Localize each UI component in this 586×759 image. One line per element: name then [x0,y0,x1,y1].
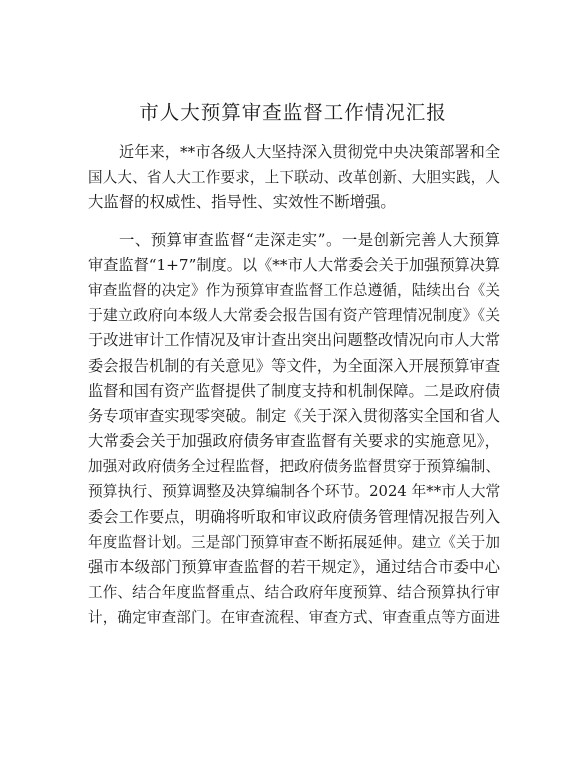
text-line: 年度监督计划。三是部门预算审查不断拓展延伸。建立《关于加 [88,533,500,551]
document-title: 市人大预算审查监督工作情况汇报 [139,101,447,124]
paragraph-gap [88,216,500,228]
text-line: 强市本级部门预算审查监督的若干规定》，通过结合市委中心 [88,558,500,576]
text-line: 审查监督的决定》作为预算审查监督工作总遵循，陆续出台《关 [88,281,500,299]
paragraph-section-one [88,228,500,631]
text-line: 预算执行、预算调整及决算编制各个环节。2024 年**市人大常 [88,483,500,501]
text-line: 委会报告机制的有关意见》等文件，为全面深入开展预算审查 [88,356,500,375]
text-line: 监督和国有资产监督提供了制度支持和机制保障。二是政府债 [88,381,500,400]
text-line: 务专项审查实现零突破。制定《关于深入贯彻落实全国和省人 [88,406,500,425]
text-line: 加强对政府债务全过程监督，把政府债务监督贯穿于预算编制、 [88,458,500,476]
document-body [88,140,500,631]
paragraph-intro [88,140,500,216]
text-line: 于改进审计工作情况及审计查出突出问题整改情况向市人大常 [88,331,500,350]
text-line: 大监督的权威性、指导性、实效性不断增强。 [88,193,396,212]
text-line: 工作、结合年度监督重点、结合政府年度预算、结合预算执行审 [88,584,500,602]
text-line: 审查监督“1+7”制度。以《**市人大常委会关于加强预算决算 [88,255,500,274]
text-line: 近年来，**市各级人大坚持深入贯彻党中央决策部署和全 [119,143,500,161]
text-line: 于建立政府向本级人大常委会报告国有资产管理情况制度》《关 [88,307,500,325]
text-line: 计，确定审查部门。在审查流程、审查方式、审查重点等方面进 [88,609,500,627]
text-line: 一、预算审查监督“走深走实”。一是创新完善人大预算 [119,230,500,249]
text-line: 大常委会关于加强政府债务审查监督有关要求的实施意见》， [88,432,500,451]
text-line: 国人大、省人大工作要求，上下联动、改革创新、大胆实践，人 [88,169,500,187]
text-line: 委会工作要点，明确将听取和审议政府债务管理情况报告列入 [88,507,500,526]
